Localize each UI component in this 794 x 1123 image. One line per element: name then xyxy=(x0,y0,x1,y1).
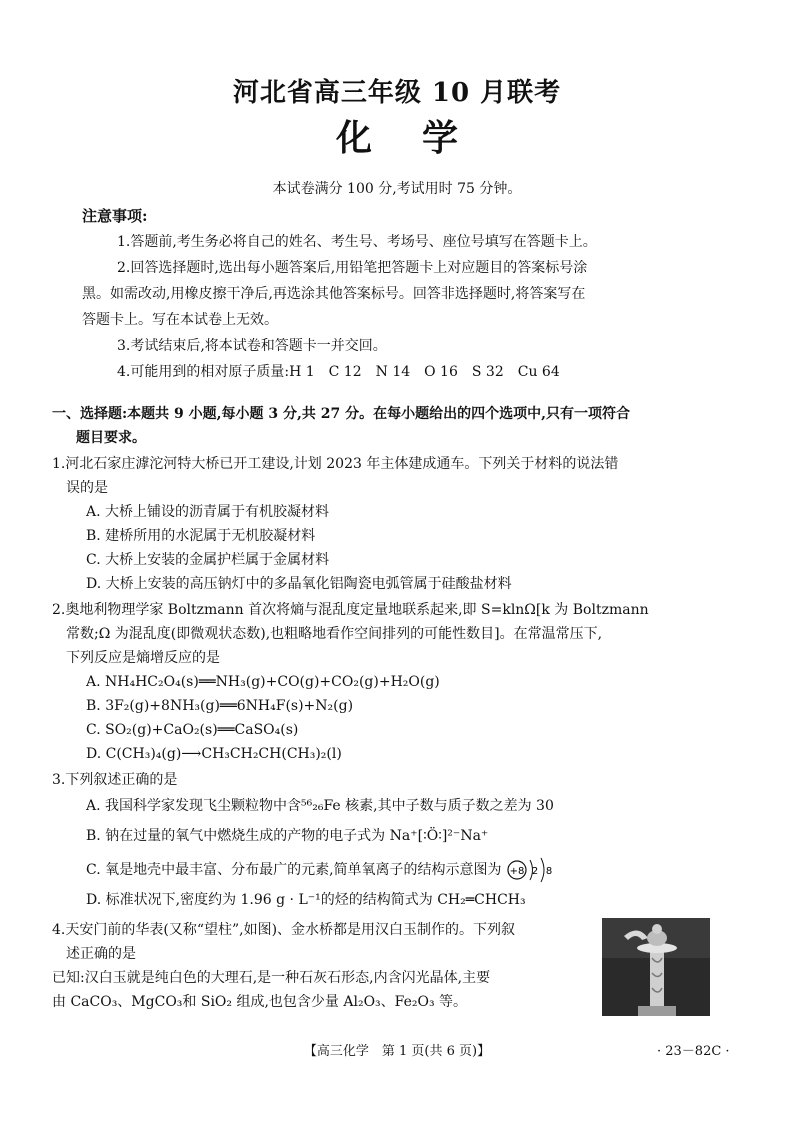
q1-option-c: C. 大桥上安装的金属护栏属于金属材料 xyxy=(86,552,330,568)
q3-option-d: D. 标准状况下,密度约为 1.96 g · L⁻¹的烃的结构简式为 CH₂═CHCH₃ xyxy=(86,892,526,908)
huabiao-photo xyxy=(602,918,710,1016)
q2-option-d: D. C(CH₃)₄(g)⟶CH₃CH₂CH(CH₃)₂(l) xyxy=(86,746,342,762)
oxygen-ion-structure-diagram xyxy=(506,856,558,884)
notice-item-4: 4.可能用到的相对原子质量:H 1 C 12 N 14 O 16 S 32 Cu 64 xyxy=(117,364,560,380)
q3-option-c xyxy=(86,856,766,884)
q1-option-a: A. 大桥上铺设的沥青属于有机胶凝材料 xyxy=(86,504,330,520)
q1-option-b: B. 建桥所用的水泥属于无机胶凝材料 xyxy=(86,528,316,544)
q4-stem-2: 述正确的是 xyxy=(66,946,136,962)
shell-arc-2 xyxy=(541,858,544,882)
q2-stem-2: 常数;Ω 为混乱度(即微观状态数),也粗略地看作空间排列的可能性数目]。在常温常压下, xyxy=(66,626,603,642)
q2-option-a: A. NH₄HC₂O₄(s)══NH₃(g)+CO(g)+CO₂(g)+H₂O(g) xyxy=(86,674,440,690)
q4-stem-1: 4.天安门前的华表(又称“望柱”,如图)、金水桥都是用汉白玉制作的。下列叙 xyxy=(52,922,516,938)
section-line-1: 一、选择题:本题共 9 小题,每小题 3 分,共 27 分。在每小题给出的四个选项中,只有一项符合 xyxy=(52,406,630,422)
notice-item-2-cont2: 答题卡上。写在本试卷上无效。 xyxy=(82,312,278,328)
exam-title: 河北省高三年级 10 月联考 xyxy=(232,78,562,108)
notice-item-1: 1.答题前,考生务必将自己的姓名、考生号、考场号、座位号填写在答题卡上。 xyxy=(117,234,597,250)
q3-option-a: A. 我国科学家发现飞尘颗粒物中含⁵⁶₂₆Fe 核素,其中子数与质子数之差为 30 xyxy=(86,798,554,814)
nucleus-charge: +8 xyxy=(509,866,525,877)
q2-stem-3: 下列反应是熵增反应的是 xyxy=(66,650,220,666)
subject-title: 化学 xyxy=(335,117,508,159)
notice-heading: 注意事项: xyxy=(82,207,148,225)
q1-stem-1: 1.河北石家庄滹沱河特大桥已开工建设,计划 2023 年主体建成通车。下列关于材料的说法错 xyxy=(52,456,619,472)
q1-option-d: D. 大桥上安装的高压钠灯中的多晶氧化铝陶瓷电弧管属于硅酸盐材料 xyxy=(86,576,512,592)
q3-option-b: B. 钠在过量的氧气中燃烧生成的产物的电子式为 Na⁺[∶Ö∶]²⁻Na⁺ xyxy=(86,828,489,844)
footer-page-info: 【高三化学 第 1 页(共 6 页)】 xyxy=(303,1044,491,1059)
q3-stem: 3.下列叙述正确的是 xyxy=(52,772,178,788)
exam-meta: 本试卷满分 100 分,考试用时 75 分钟。 xyxy=(272,181,522,197)
q2-stem-1: 2.奥地利物理学家 Boltzmann 首次将熵与混乱度定量地联系起来,即 S=klnΩ[k 为 Boltzmann xyxy=(52,602,649,618)
shell-electrons-1: 2 xyxy=(531,866,539,877)
notice-item-2: 2.回答选择题时,选出每小题答案后,用铅笔把答题卡上对应题目的答案标号涂 xyxy=(117,260,588,276)
notice-item-2-cont: 黑。如需改动,用橡皮擦干净后,再选涂其他答案标号。回答非选择题时,将答案写在 xyxy=(82,286,586,302)
q4-known-1: 已知:汉白玉就是纯白色的大理石,是一种石灰石形态,内含闪光晶体,主要 xyxy=(52,970,491,986)
q1-stem-2: 误的是 xyxy=(66,480,108,496)
q4-known-2: 由 CaCO₃、MgCO₃和 SiO₂ 组成,也包含少量 Al₂O₃、Fe₂O₃ 等。 xyxy=(52,994,468,1010)
q2-option-b: B. 3F₂(g)+8NH₃(g)══6NH₄F(s)+N₂(g) xyxy=(86,698,354,714)
q3-option-c-text: C. 氧是地壳中最丰富、分布最广的元素,简单氧离子的结构示意图为 xyxy=(86,862,502,878)
shell-electrons-2: 8 xyxy=(545,866,553,877)
section-line-2: 题目要求。 xyxy=(76,430,146,446)
footer-code: · 23－82C · xyxy=(657,1044,730,1059)
notice-item-3: 3.考试结束后,将本试卷和答题卡一并交回。 xyxy=(117,338,387,354)
section-heading xyxy=(52,402,752,450)
q2-option-c: C. SO₂(g)+CaO₂(s)══CaSO₄(s) xyxy=(86,722,299,738)
huabiao-pillar-image xyxy=(602,918,710,1016)
